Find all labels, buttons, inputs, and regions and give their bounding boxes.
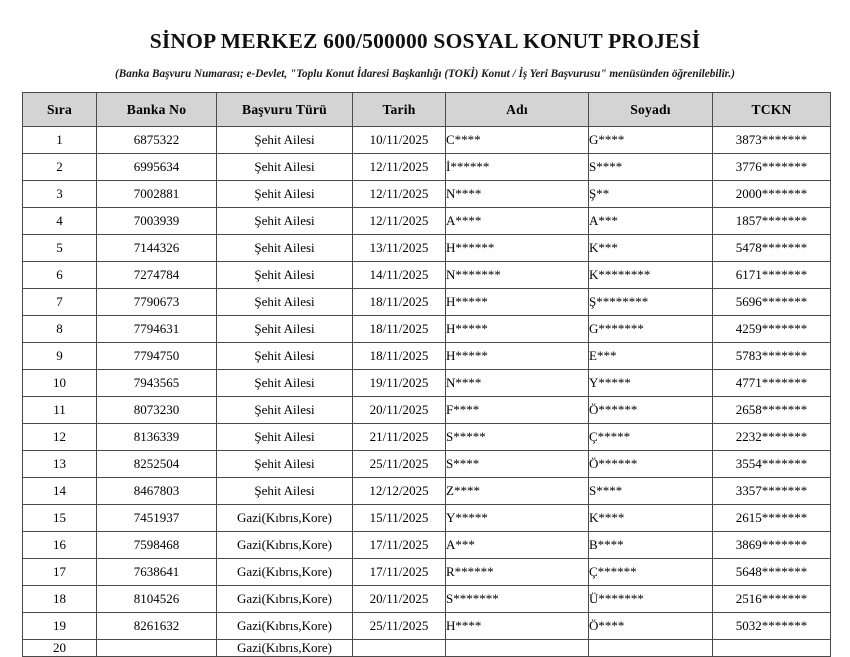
cell-tarih: 19/11/2025 [353,370,446,397]
cell-soyadi: S**** [589,154,713,181]
cell-adi: Y***** [446,505,589,532]
cell-tckn: 4259******* [713,316,831,343]
cell-soyadi [589,640,713,657]
column-header-tckn: TCKN [713,93,831,127]
cell-banka-no: 7451937 [97,505,217,532]
cell-tckn: 2232******* [713,424,831,451]
cell-adi: İ****** [446,154,589,181]
cell-basvuru-turu: Şehit Ailesi [217,397,353,424]
cell-basvuru-turu: Şehit Ailesi [217,316,353,343]
cell-banka-no: 8252504 [97,451,217,478]
cell-soyadi: E*** [589,343,713,370]
cell-adi: A**** [446,208,589,235]
table-row [23,316,831,343]
applicants-table [22,92,831,657]
cell-soyadi: A*** [589,208,713,235]
cell-tarih: 25/11/2025 [353,451,446,478]
column-header-sira: Sıra [23,93,97,127]
cell-basvuru-turu: Gazi(Kıbrıs,Kore) [217,505,353,532]
cell-basvuru-turu: Gazi(Kıbrıs,Kore) [217,559,353,586]
cell-tarih: 12/12/2025 [353,478,446,505]
cell-tarih: 25/11/2025 [353,613,446,640]
cell-soyadi: G**** [589,127,713,154]
cell-tarih: 10/11/2025 [353,127,446,154]
table-row [23,505,831,532]
cell-sira: 10 [23,370,97,397]
cell-tckn: 2615******* [713,505,831,532]
table-row [23,370,831,397]
cell-basvuru-turu: Şehit Ailesi [217,370,353,397]
cell-soyadi: Ö**** [589,613,713,640]
cell-tarih: 18/11/2025 [353,343,446,370]
cell-tarih: 17/11/2025 [353,559,446,586]
cell-tckn: 1857******* [713,208,831,235]
table-row [23,181,831,208]
table-row [23,640,831,657]
cell-tckn: 5478******* [713,235,831,262]
table-row [23,559,831,586]
cell-adi: R****** [446,559,589,586]
cell-soyadi: B**** [589,532,713,559]
cell-banka-no: 7943565 [97,370,217,397]
cell-soyadi: G******* [589,316,713,343]
column-header-basvuru-turu: Başvuru Türü [217,93,353,127]
cell-basvuru-turu: Şehit Ailesi [217,289,353,316]
cell-soyadi: Ş******** [589,289,713,316]
cell-banka-no: 7638641 [97,559,217,586]
cell-soyadi: Ç****** [589,559,713,586]
cell-adi: F**** [446,397,589,424]
cell-tckn: 5032******* [713,613,831,640]
cell-tarih: 15/11/2025 [353,505,446,532]
column-header-soyadi: Soyadı [589,93,713,127]
cell-adi: H***** [446,289,589,316]
column-header-tarih: Tarih [353,93,446,127]
cell-adi: N**** [446,370,589,397]
table-row [23,262,831,289]
cell-soyadi: Ü******* [589,586,713,613]
page-title: SİNOP MERKEZ 600/500000 SOSYAL KONUT PROJESİ [149,29,701,53]
cell-sira: 3 [23,181,97,208]
cell-banka-no: 7794750 [97,343,217,370]
cell-sira: 6 [23,262,97,289]
applicants-table-container [22,92,830,657]
table-row [23,613,831,640]
cell-basvuru-turu: Şehit Ailesi [217,262,353,289]
table-header [23,93,831,127]
table-row [23,127,831,154]
cell-adi: S**** [446,451,589,478]
cell-sira: 15 [23,505,97,532]
cell-basvuru-turu: Şehit Ailesi [217,127,353,154]
cell-tckn: 6171******* [713,262,831,289]
cell-banka-no: 7790673 [97,289,217,316]
table-row [23,208,831,235]
cell-basvuru-turu: Şehit Ailesi [217,181,353,208]
cell-soyadi: Ç***** [589,424,713,451]
cell-banka-no: 7144326 [97,235,217,262]
cell-tckn: 2658******* [713,397,831,424]
table-row [23,397,831,424]
cell-sira: 16 [23,532,97,559]
cell-tckn: 2000******* [713,181,831,208]
cell-banka-no: 7274784 [97,262,217,289]
cell-adi: H***** [446,343,589,370]
cell-sira: 2 [23,154,97,181]
cell-sira: 18 [23,586,97,613]
cell-sira: 7 [23,289,97,316]
cell-banka-no: 6995634 [97,154,217,181]
cell-tckn: 4771******* [713,370,831,397]
cell-tckn: 5696******* [713,289,831,316]
cell-sira: 14 [23,478,97,505]
cell-soyadi: K*** [589,235,713,262]
table-body [23,127,831,657]
cell-basvuru-turu: Gazi(Kıbrıs,Kore) [217,532,353,559]
cell-soyadi: Ö****** [589,451,713,478]
cell-tckn: 3554******* [713,451,831,478]
cell-adi: N**** [446,181,589,208]
cell-basvuru-turu: Gazi(Kıbrıs,Kore) [217,586,353,613]
cell-adi: H**** [446,613,589,640]
cell-soyadi: K**** [589,505,713,532]
cell-tarih: 14/11/2025 [353,262,446,289]
cell-tckn: 5648******* [713,559,831,586]
cell-banka-no: 7002881 [97,181,217,208]
cell-banka-no [97,640,217,657]
column-header-adi: Adı [446,93,589,127]
cell-tckn [713,640,831,657]
cell-sira: 19 [23,613,97,640]
cell-tarih: 13/11/2025 [353,235,446,262]
cell-tckn: 3357******* [713,478,831,505]
cell-tarih: 20/11/2025 [353,586,446,613]
column-header-banka-no: Banka No [97,93,217,127]
cell-banka-no: 7598468 [97,532,217,559]
cell-tarih: 17/11/2025 [353,532,446,559]
cell-soyadi: K******** [589,262,713,289]
cell-adi: A*** [446,532,589,559]
table-row [23,424,831,451]
cell-soyadi: Ş** [589,181,713,208]
table-header-row [23,93,831,127]
cell-adi: H****** [446,235,589,262]
cell-banka-no: 8104526 [97,586,217,613]
cell-sira: 11 [23,397,97,424]
cell-banka-no: 7794631 [97,316,217,343]
table-row [23,451,831,478]
cell-tarih: 21/11/2025 [353,424,446,451]
cell-basvuru-turu: Şehit Ailesi [217,235,353,262]
cell-banka-no: 8467803 [97,478,217,505]
cell-banka-no: 6875322 [97,127,217,154]
table-row [23,289,831,316]
cell-basvuru-turu: Şehit Ailesi [217,154,353,181]
cell-soyadi: Y***** [589,370,713,397]
cell-basvuru-turu: Gazi(Kıbrıs,Kore) [217,613,353,640]
table-row [23,235,831,262]
cell-tckn: 3869******* [713,532,831,559]
cell-tarih: 18/11/2025 [353,316,446,343]
cell-tarih: 12/11/2025 [353,208,446,235]
cell-basvuru-turu: Şehit Ailesi [217,208,353,235]
cell-sira: 20 [23,640,97,657]
cell-tckn: 3873******* [713,127,831,154]
cell-basvuru-turu: Şehit Ailesi [217,478,353,505]
cell-basvuru-turu: Gazi(Kıbrıs,Kore) [217,640,353,657]
cell-adi [446,640,589,657]
cell-adi: S***** [446,424,589,451]
cell-tarih: 20/11/2025 [353,397,446,424]
cell-sira: 12 [23,424,97,451]
table-row [23,154,831,181]
cell-banka-no: 8073230 [97,397,217,424]
cell-adi: S******* [446,586,589,613]
cell-basvuru-turu: Şehit Ailesi [217,424,353,451]
cell-banka-no: 8136339 [97,424,217,451]
cell-tarih: 12/11/2025 [353,181,446,208]
document-subtitle: (Banka Başvuru Numarası; e-Devlet, "Toplu Konut İdaresi Başkanlığı (TOKİ) Konut / İş Yeri Başvurusu" menüsünden öğrenilebilir.) [115,67,735,80]
cell-adi: Z**** [446,478,589,505]
cell-tarih: 18/11/2025 [353,289,446,316]
cell-tarih: 12/11/2025 [353,154,446,181]
cell-tckn: 3776******* [713,154,831,181]
table-row [23,343,831,370]
table-row [23,586,831,613]
cell-sira: 4 [23,208,97,235]
cell-sira: 9 [23,343,97,370]
cell-adi: N******* [446,262,589,289]
cell-banka-no: 7003939 [97,208,217,235]
cell-tckn: 5783******* [713,343,831,370]
cell-sira: 1 [23,127,97,154]
cell-adi: C**** [446,127,589,154]
cell-sira: 5 [23,235,97,262]
cell-tarih [353,640,446,657]
cell-banka-no: 8261632 [97,613,217,640]
cell-sira: 8 [23,316,97,343]
table-row [23,532,831,559]
cell-basvuru-turu: Şehit Ailesi [217,451,353,478]
cell-soyadi: S**** [589,478,713,505]
cell-tckn: 2516******* [713,586,831,613]
cell-basvuru-turu: Şehit Ailesi [217,343,353,370]
cell-sira: 13 [23,451,97,478]
cell-sira: 17 [23,559,97,586]
cell-adi: H***** [446,316,589,343]
table-row [23,478,831,505]
cell-soyadi: Ö****** [589,397,713,424]
